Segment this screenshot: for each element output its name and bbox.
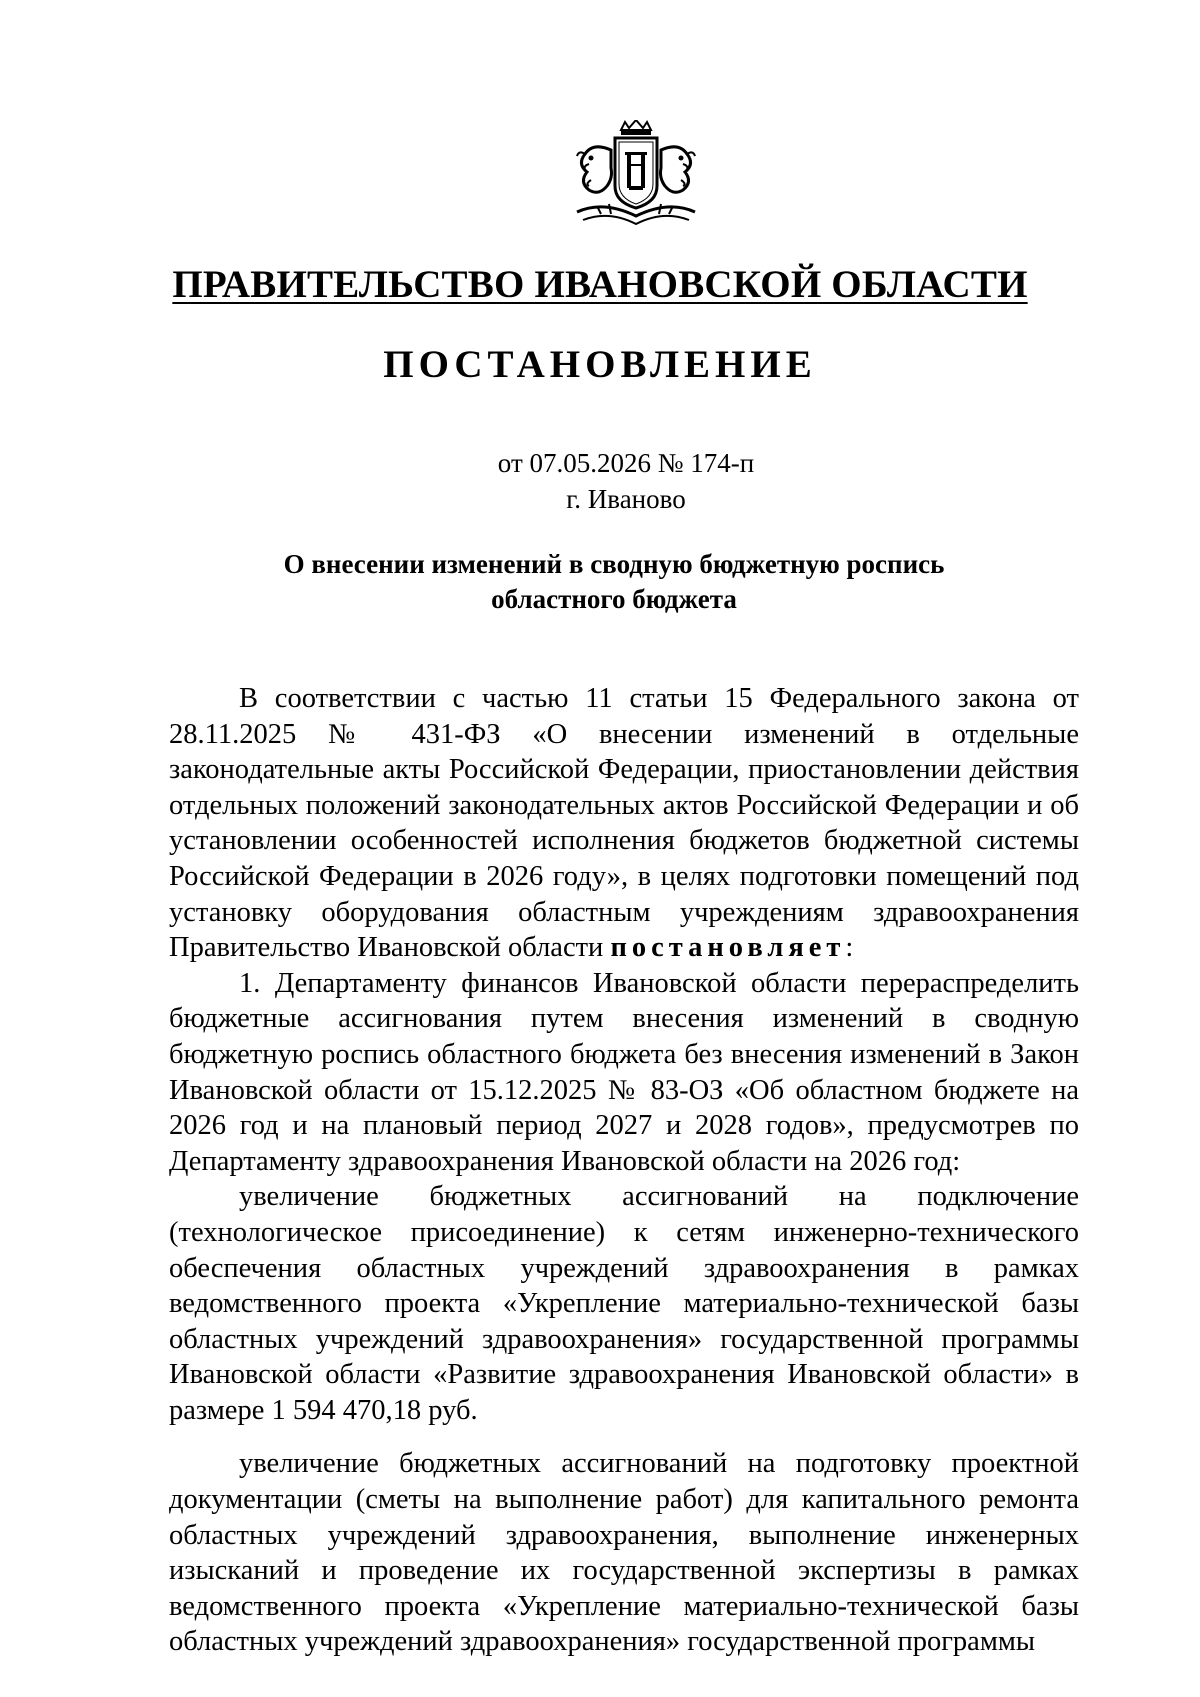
decree-word: постановляет bbox=[610, 932, 846, 964]
coat-of-arms-icon bbox=[563, 120, 709, 228]
document-type: ПОСТАНОВЛЕНИЕ bbox=[383, 343, 817, 386]
document-date-number: от 07.05.2026 № 174-п bbox=[497, 448, 755, 478]
government-title: ПРАВИТЕЛЬСТВО ИВАНОВСКОЙ ОБЛАСТИ bbox=[172, 263, 1028, 306]
document-body bbox=[169, 681, 1079, 1660]
paragraph-increase-1: увеличение бюджетных ассигнований на подключение (технологическое присоединение) к сетям инженерно-технического обеспечения областных учреждений здравоохранения в рамках ведомственного проекта «Укрепление материально-технической базы областных учреждений здравоохранения» государственной программы Ивановской области «Развитие здравоохранения Ивановской области» в размере 1 594 470,18 руб. bbox=[169, 1181, 1079, 1426]
document-city: г. Иваново bbox=[566, 484, 686, 514]
document-subject-line-1: О внесении изменений в сводную бюджетную роспись bbox=[283, 549, 945, 579]
document-subject-line-2: областного бюджета bbox=[491, 584, 737, 614]
paragraph-increase-2: увеличение бюджетных ассигнований на подготовку проектной документации (сметы на выполнение работ) для капитального ремонта областных учреждений здравоохранения, выполнение инженерных изысканий и проведение их государственной экспертизы в рамках ведомственного проекта «Укрепление материально-технической базы областных учреждений здравоохранения» государственной программы bbox=[169, 1448, 1079, 1658]
paragraph-item-1: 1. Департаменту финансов Ивановской области перераспределить бюджетные ассигнования путем внесения изменений в сводную бюджетную роспись областного бюджета без внесения изменений в Закон Ивановской области от 15.12.2025 № 83-ОЗ «Об областном бюджете на 2026 год и на плановый период 2027 и 2028 годов», предусмотрев по Департаменту здравоохранения Ивановской области на 2026 год: bbox=[169, 967, 1079, 1177]
paragraph-preamble: В соответствии с частью 11 статьи 15 Федерального закона от 28.11.2025 № 431-ФЗ «О внесении изменений в отдельные законодательные акты Российской Федерации, приостановлении действия отдельных положений законодательных актов Российской Федерации и об установлении особенностей исполнения бюджетов бюджетной системы Российской Федерации в 2026 году», в целях подготовки помещений под установку оборудования областным учреждениям здравоохранения Правительство Ивановской области постановляет: bbox=[169, 683, 1079, 964]
